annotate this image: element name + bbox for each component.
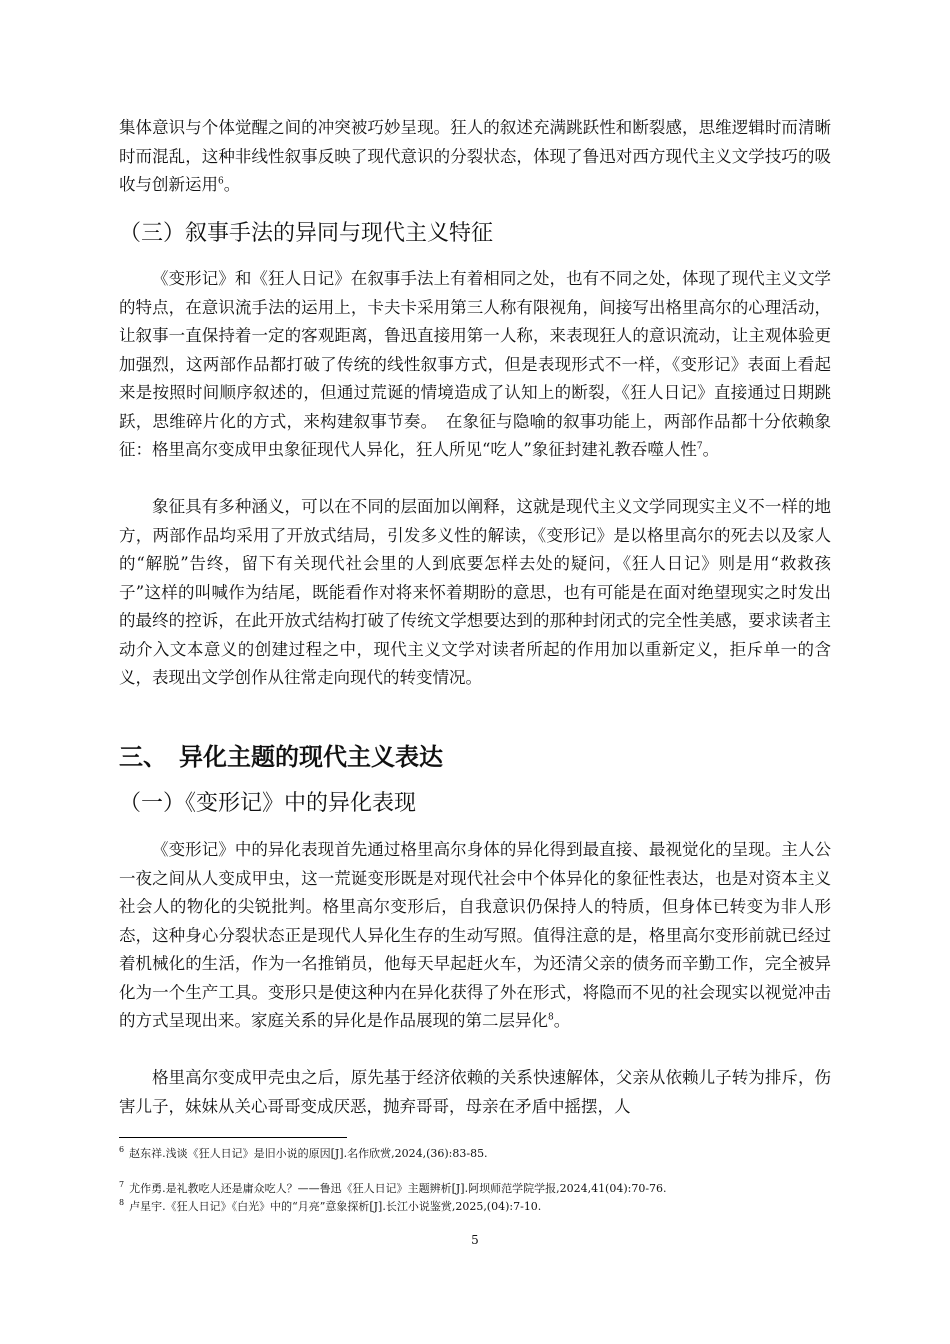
footnote-7: $^7$ 尤作勇.是礼教吃人还是庸众吃人？——鲁迅《狂人日记》主题辨析[J].阿坝师范学院学报,2024,41(04):70-76. <box>119 1180 667 1195</box>
subsection-heading-1: （一）《变形记》中的异化表现 <box>119 791 417 816</box>
footnote-ref-7[interactable]: 7 <box>696 441 703 452</box>
subsection-heading-3: （三）叙事手法的异同与现代主义特征 <box>119 221 494 246</box>
body-paragraph-continuation: 集体意识与个体觉醒之间的冲突被巧妙呈现。狂人的叙述充满跳跃性和断裂感，思维逻辑时而清晰时而混乱，这种非线性叙事反映了现代意识的分裂状态，体现了鲁迅对西方现代主义文学技巧的吸收与创新运用$^6$。 <box>119 118 831 194</box>
body-paragraph-symbolism: 象征具有多种涵义，可以在不同的层面加以阐释，这就是现代主义文学同现实主义不一样的地方，两部作品均采用了开放式结局，引发多义性的解读，《变形记》是以格里高尔的死去以及家人的“解脱”告终，留下有关现代社会里的人到底要怎样去处的疑问，《狂人日记》则是用“救救孩子”这样的叫喊作为结尾，既能看作对将来怀着期盼的意思，也有可能是在面对绝望现实之时发出的最终的控诉，在此开放式结构打破了传统文学想要达到的那种封闭式的完全性美感，要求读者主动介入文本意义的创建过程之中，现代主义文学对读者所起的作用加以重新定义，拒斥单一的含义，表现出文学创作从往常走向现代的转变情况。 <box>119 497 831 687</box>
footnote-separator <box>119 1137 347 1138</box>
footnote-6: $^6$ 赵东祥.浅谈《狂人日记》是旧小说的原因[J].名作欣赏,2024,(36):83-85. <box>119 1145 488 1160</box>
footnote-8: $^8$ 卢星宇.《狂人日记》《白光》中的“月亮”意象探析[J].长江小说鉴赏,2025,(04):7-10. <box>119 1198 542 1213</box>
footnote-ref-6[interactable]: 6 <box>218 176 224 187</box>
section-heading: 三、 异化主题的现代主义表达 <box>119 743 443 771</box>
page-number: 5 <box>471 1233 479 1247</box>
footnote-ref-8[interactable]: 8 <box>548 1012 554 1023</box>
body-paragraph-narrative-methods: 《变形记》和《狂人日记》在叙事手法上有着相同之处，也有不同之处，体现了现代主义文学的特点，在意识流手法的运用上，卡夫卡采用第三人称有限视角，间接写出格里高尔的心理活动，让叙事一直保持着一定的客观距离，鲁迅直接用第一人称，来表现狂人的意识流动，让主观体验更加强烈，这两部作品都打破了传统的线性叙事方式，但是表现形式不一样，《变形记》表面上看起来是按照时间顺序叙述的，但通过荒诞的情境造成了认知上的断裂，《狂人日记》直接通过日期跳跃，思维碎片化的方式，来构建叙事节奏。 在象征与隐喻的叙事功能上，两部作品都十分依赖象征：格里高尔变成甲虫象征现代人异化，狂人所见“吃人”象征封建礼教吞噬人性$^7$。 <box>119 269 831 459</box>
body-paragraph-alienation: 《变形记》中的异化表现首先通过格里高尔身体的异化得到最直接、最视觉化的呈现。主人公一夜之间从人变成甲虫，这一荒诞变形既是对现代社会中个体异化的象征性表达，也是对资本主义社会人的物化的尖锐批判。格里高尔变形后，自我意识仍保持人的特质，但身体已转变为非人形态，这种身心分裂状态正是现代人异化生存的生动写照。值得注意的是，格里高尔变形前就已经过着机械化的生活，作为一名推销员，他每天早起赶火车，为还清父亲的债务而辛勤工作，完全被异化为一个生产工具。变形只是使这种内在异化获得了外在形式，将隐而不见的社会现实以视觉冲击的方式呈现出来。家庭关系的异化是作品展现的第二层异化$^8$。 <box>119 840 831 1030</box>
body-paragraph-family: 格里高尔变成甲壳虫之后，原先基于经济依赖的关系快速解体，父亲从依赖儿子转为排斥，伤害儿子，妹妹从关心哥哥变成厌恶，抛弃哥哥，母亲在矛盾中摇摆，人 <box>119 1068 831 1116</box>
